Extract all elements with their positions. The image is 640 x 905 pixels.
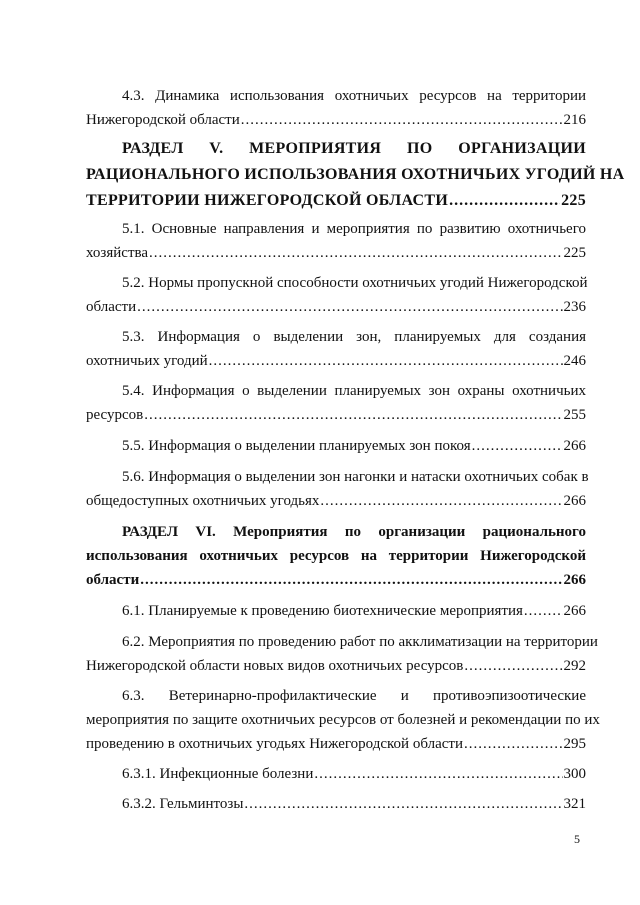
toc-page-number: 266: [563, 603, 586, 619]
toc-entry-last-line: [86, 436, 586, 456]
dot-leader: [314, 764, 562, 784]
toc-entry-text: 6.3.2. Гельминтозы: [122, 796, 244, 812]
toc-entry-text: мероприятия по защите охотничьих ресурсов от болезней и рекомендации по их: [86, 712, 600, 728]
toc-entry-text: Нижегородской области новых видов охотничьих ресурсов: [86, 658, 464, 674]
section-heading-last-line: [86, 570, 586, 590]
toc-entry-text: 5.3. Информация о выделении зон, планируемых для создания: [122, 329, 586, 345]
toc-page-number: 236: [563, 299, 586, 315]
toc-entry-last-line: [86, 297, 586, 317]
section-heading-text: использования охотничьих ресурсов на территории Нижегородской: [86, 548, 586, 564]
toc-entry-last-line: [86, 734, 586, 754]
page-number: 5: [574, 832, 580, 846]
section-heading-last-line: [86, 189, 586, 213]
dot-leader: [524, 601, 563, 621]
toc-page-number: 266: [563, 572, 586, 588]
dot-leader: [241, 110, 563, 130]
toc-entry-text: общедоступных охотничьих угодьях: [86, 493, 320, 509]
dot-leader: [244, 794, 562, 814]
toc-entry-text: 5.4. Информация о выделении планируемых зон охраны охотничьих: [122, 383, 586, 399]
toc-entry-last-line: [86, 656, 586, 676]
toc-entry-text: области: [86, 299, 137, 315]
toc-entry-last-line: [86, 405, 586, 425]
toc-entry-text: 6.3.1. Инфекционные болезни: [122, 766, 314, 782]
toc-page-number: 295: [563, 736, 586, 752]
dot-leader: [209, 351, 563, 371]
section-heading-text: области: [86, 572, 140, 588]
toc-entry-text: охотничьих угодий: [86, 353, 208, 369]
toc-page-number: 246: [563, 353, 586, 369]
dot-leader: [464, 656, 562, 676]
dot-leader: [140, 570, 562, 590]
dot-leader: [464, 734, 563, 754]
section-heading-text: ТЕРРИТОРИИ НИЖЕГОРОДСКОЙ ОБЛАСТИ: [86, 192, 449, 209]
toc-entry-text: 4.3. Динамика использования охотничьих ресурсов на территории: [122, 88, 586, 104]
toc-page-number: 321: [563, 796, 586, 812]
dot-leader: [149, 243, 562, 263]
dot-leader: [144, 405, 562, 425]
toc-entry-last-line: [86, 764, 586, 784]
toc-entry-text: ресурсов: [86, 407, 144, 423]
toc-page-number: 255: [563, 407, 586, 423]
toc-page-number: 266: [563, 493, 586, 509]
toc-entry-text: 5.6. Информация о выделении зон нагонки и натаски охотничьих собак в: [122, 469, 589, 485]
toc-entry-text: 5.1. Основные направления и мероприятия по развитию охотничьего: [122, 221, 586, 237]
toc-entry-last-line: [86, 243, 586, 263]
section-heading-text: РАЗДЕЛ VI. Мероприятия по организации рационального: [122, 524, 586, 540]
dot-leader: [472, 436, 563, 456]
dot-leader: [449, 189, 560, 213]
toc-entry-text: 5.5. Информация о выделении планируемых зон покоя: [122, 438, 471, 454]
toc-entry-last-line: [86, 491, 586, 511]
toc-entry-text: Нижегородской области: [86, 112, 240, 128]
toc-page-number: 266: [563, 438, 586, 454]
toc-entry-text: 6.2. Мероприятия по проведению работ по акклиматизации на территории: [122, 634, 598, 650]
toc-entry-last-line: [86, 601, 586, 621]
toc-page-number: 225: [563, 245, 586, 261]
dot-leader: [137, 297, 562, 317]
toc-entry-text: 6.3. Ветеринарно-профилактические и противоэпизоотические: [122, 688, 586, 704]
toc-entry-text: 5.2. Нормы пропускной способности охотничьих угодий Нижегородской: [122, 275, 588, 291]
toc-entry-text: 6.1. Планируемые к проведению биотехнические мероприятия: [122, 603, 523, 619]
toc-entry-text: проведению в охотничьих угодьях Нижегородской области: [86, 736, 463, 752]
toc-page-number: 225: [561, 192, 586, 209]
toc-page-number: 300: [563, 766, 586, 782]
dot-leader: [320, 491, 562, 511]
toc-entry-text: хозяйства: [86, 245, 149, 261]
toc-page-number: 216: [563, 112, 586, 128]
toc-entry-last-line: [86, 794, 586, 814]
toc-entry-last-line: [86, 110, 586, 130]
section-heading-text: РАЦИОНАЛЬНОГО ИСПОЛЬЗОВАНИЯ ОХОТНИЧЬИХ УГОДИЙ НА: [86, 166, 625, 183]
toc-entry-last-line: [86, 351, 586, 371]
section-heading-text: РАЗДЕЛ V. МЕРОПРИЯТИЯ ПО ОРГАНИЗАЦИИ: [122, 140, 586, 157]
toc-page-number: 292: [563, 658, 586, 674]
